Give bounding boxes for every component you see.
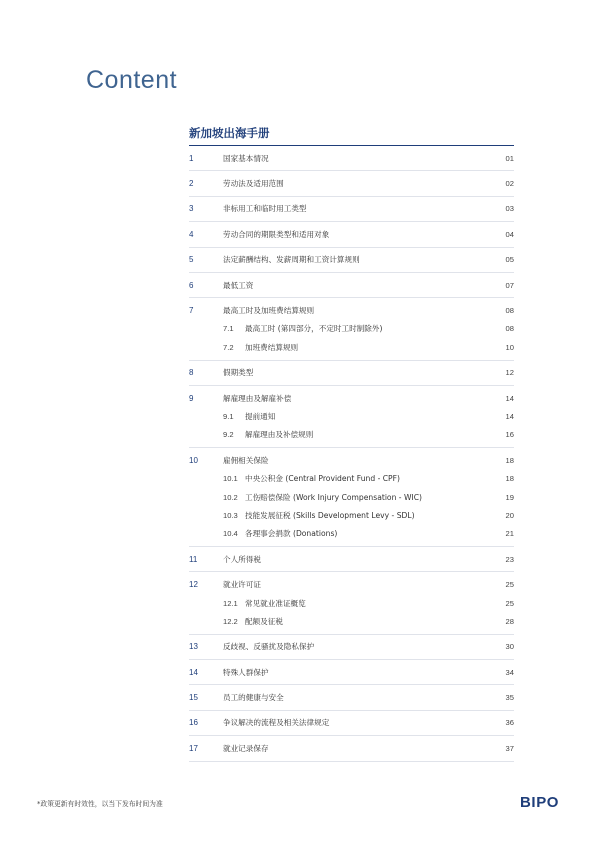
toc-page-number: 19 (505, 492, 514, 502)
toc-page-number: 12 (505, 368, 514, 378)
toc-entry (189, 685, 514, 710)
toc-subsection-title: 解雇理由及补偿规则 (245, 430, 314, 440)
toc-page-number: 25 (505, 580, 514, 590)
toc-chapter-number: 17 (189, 743, 198, 753)
toc-subsection-row[interactable] (189, 594, 514, 612)
toc-subsection-number: 9.1 (223, 411, 234, 421)
toc-subsection-number: 10.2 (223, 492, 238, 502)
toc-chapter-row[interactable] (189, 714, 514, 732)
toc-page-number: 30 (505, 642, 514, 652)
toc-subsection-row[interactable] (189, 320, 514, 338)
toc-subsection-number: 12.2 (223, 616, 238, 626)
toc-chapter-title: 劳动合同的期限类型和适用对象 (223, 229, 330, 239)
toc-chapter-row[interactable] (189, 200, 514, 218)
toc-chapter-row[interactable] (189, 276, 514, 294)
toc-chapter-row[interactable] (189, 364, 514, 382)
toc-chapter-number: 5 (189, 255, 194, 265)
toc-page-number: 01 (505, 153, 514, 163)
toc-chapter-number: 1 (189, 153, 194, 163)
toc-chapter-title: 非标用工和临时用工类型 (223, 204, 307, 214)
toc-entry (189, 547, 514, 572)
toc-chapter-number: 11 (189, 554, 198, 564)
toc-chapter-title: 就业记录保存 (223, 743, 269, 753)
toc-subsection-title: 提前通知 (245, 411, 276, 421)
toc-chapter-title: 雇佣相关保险 (223, 455, 269, 465)
toc-chapter-row[interactable] (189, 663, 514, 681)
toc-chapter-row[interactable] (189, 149, 514, 167)
toc-subsection-number: 10.4 (223, 529, 238, 539)
toc-entry (189, 711, 514, 736)
toc-page-number: 04 (505, 229, 514, 239)
toc-subsection-row[interactable] (189, 426, 514, 444)
toc-chapter-number: 10 (189, 455, 198, 465)
toc-subsection-number: 12.1 (223, 598, 238, 608)
toc-chapter-number: 4 (189, 229, 194, 239)
toc-chapter-row[interactable] (189, 174, 514, 192)
toc-chapter-row[interactable] (189, 575, 514, 593)
toc-entry (189, 248, 514, 273)
toc-entry (189, 361, 514, 386)
toc-subsection-title: 各理事会捐款 (Donations) (245, 529, 338, 539)
toc-chapter-number: 9 (189, 393, 194, 403)
toc-chapter-title: 员工的健康与安全 (223, 693, 284, 703)
toc-page-number: 21 (505, 529, 514, 539)
toc-subsection-title: 技能发展征税 (Skills Development Levy - SDL) (245, 510, 415, 520)
toc-page-number: 03 (505, 204, 514, 214)
toc-page-number: 28 (505, 616, 514, 626)
toc-chapter-row[interactable] (189, 225, 514, 243)
toc-chapter-number: 3 (189, 204, 194, 214)
toc-chapter-title: 争议解决的流程及相关法律规定 (223, 718, 330, 728)
toc-chapter-title: 劳动法及适用范围 (223, 179, 284, 189)
toc-entry (189, 171, 514, 196)
toc-chapter-number: 15 (189, 693, 198, 703)
toc-subsection-title: 中央公积金 (Central Provident Fund - CPF) (245, 474, 400, 484)
toc-chapter-title: 解雇理由及解雇补偿 (223, 393, 292, 403)
toc-page-number: 25 (505, 598, 514, 608)
toc-chapter-number: 6 (189, 280, 194, 290)
toc-chapter-row[interactable] (189, 451, 514, 469)
toc-entry (189, 146, 514, 171)
toc-chapter-row[interactable] (189, 739, 514, 757)
toc-entry (189, 222, 514, 247)
toc-subsection-number: 10.1 (223, 474, 238, 484)
toc-entry (189, 386, 514, 448)
toc-page-number: 37 (505, 743, 514, 753)
section-title: 新加坡出海手册 (189, 126, 270, 140)
toc-entry (189, 273, 514, 298)
toc-subsection-row[interactable] (189, 488, 514, 506)
toc-chapter-number: 14 (189, 667, 198, 677)
toc-chapter-number: 12 (189, 580, 198, 590)
toc-chapter-title: 最低工资 (223, 280, 254, 290)
toc-chapter-title: 最高工时及加班费结算规则 (223, 306, 315, 316)
toc-chapter-title: 反歧视、反骚扰及隐私保护 (223, 642, 315, 652)
toc-subsection-title: 配额及征税 (245, 616, 283, 626)
toc-entry (189, 448, 514, 547)
toc-page-number: 35 (505, 693, 514, 703)
toc-chapter-title: 法定薪酬结构、发薪周期和工资计算规则 (223, 255, 360, 265)
toc-subsection-row[interactable] (189, 469, 514, 487)
toc-page-number: 16 (505, 430, 514, 440)
toc-chapter-row[interactable] (189, 301, 514, 319)
toc-chapter-title: 就业许可证 (223, 580, 261, 590)
toc-chapter-title: 国家基本情况 (223, 153, 269, 163)
toc-subsection-title: 最高工时 (第四部分，不定时工时制除外) (245, 324, 383, 334)
toc-page-number: 23 (505, 554, 514, 564)
toc-entry (189, 298, 514, 360)
toc-entry (189, 660, 514, 685)
toc-page-number: 08 (505, 306, 514, 316)
toc-chapter-row[interactable] (189, 638, 514, 656)
toc-chapter-row[interactable] (189, 251, 514, 269)
toc-page-number: 36 (505, 718, 514, 728)
toc-page-number: 14 (505, 393, 514, 403)
toc-subsection-number: 9.2 (223, 430, 234, 440)
toc-subsection-row[interactable] (189, 338, 514, 356)
toc-entry (189, 572, 514, 634)
toc-chapter-number: 13 (189, 642, 198, 652)
toc-chapter-row[interactable] (189, 688, 514, 706)
toc-chapter-number: 16 (189, 718, 198, 728)
toc-subsection-row[interactable] (189, 407, 514, 425)
toc-subsection-row[interactable] (189, 612, 514, 630)
toc-subsection-row[interactable] (189, 506, 514, 524)
page-heading: Content (86, 66, 178, 94)
toc-chapter-number: 7 (189, 306, 194, 316)
toc-page-number: 18 (505, 455, 514, 465)
toc-subsection-title: 工伤赔偿保险 (Work Injury Compensation - WIC) (245, 492, 422, 502)
policy-footnote: *政策更新有时效性，以当下发布时间为准 (37, 800, 163, 808)
toc-subsection-row[interactable] (189, 525, 514, 543)
toc-page-number: 10 (505, 342, 514, 352)
toc-page-number: 34 (505, 667, 514, 677)
toc-entry (189, 635, 514, 660)
toc-page-number: 08 (505, 324, 514, 334)
toc-chapter-title: 个人所得税 (223, 554, 261, 564)
toc-page-number: 20 (505, 510, 514, 520)
toc-chapter-number: 2 (189, 179, 194, 189)
toc-entry (189, 736, 514, 761)
toc-chapter-number: 8 (189, 368, 194, 378)
table-of-contents (189, 146, 514, 762)
toc-subsection-number: 10.3 (223, 510, 238, 520)
toc-subsection-title: 加班费结算规则 (245, 342, 299, 352)
toc-chapter-title: 特殊人群保护 (223, 667, 269, 677)
toc-chapter-row[interactable] (189, 389, 514, 407)
toc-chapter-title: 假期类型 (223, 368, 254, 378)
toc-chapter-row[interactable] (189, 550, 514, 568)
toc-subsection-number: 7.1 (223, 324, 234, 334)
toc-page-number: 05 (505, 255, 514, 265)
toc-subsection-number: 7.2 (223, 342, 234, 352)
toc-entry (189, 197, 514, 222)
toc-subsection-title: 常见就业准证概览 (245, 598, 306, 608)
toc-page-number: 14 (505, 411, 514, 421)
toc-page-number: 02 (505, 179, 514, 189)
bipo-logo: BIPO (520, 794, 560, 811)
toc-page-number: 07 (505, 280, 514, 290)
toc-page-number: 18 (505, 474, 514, 484)
